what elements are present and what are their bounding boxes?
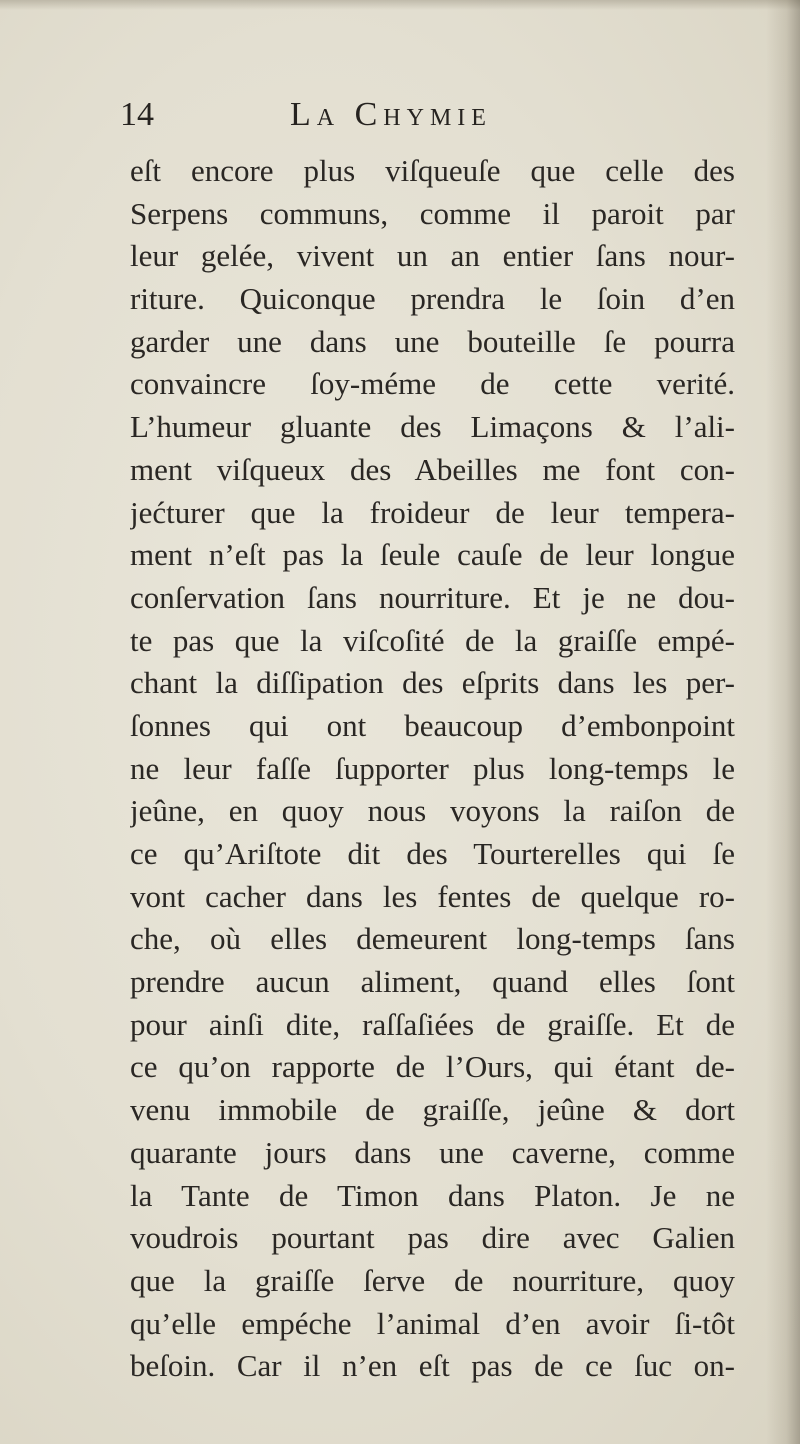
text-line: voudrois pourtant pas dire avec Galien [130,1220,735,1256]
running-head [120,96,740,156]
text-line: ſonnes qui ont beaucoup d’embonpoint [130,707,735,743]
text-line: ne leur faſſe ſupporter plus long-temps le [130,750,735,786]
text-line: vont cacher dans les fentes de quelque ro- [130,878,735,914]
text-line: eſt encore plus viſqueuſe que celle des [130,153,735,188]
text-line: ce qu’on rapporte de l’Ours, qui étant de- [130,1049,735,1085]
text-line: beſoin. Car il n’en eſt pas de ce ſuc on- [130,1348,735,1384]
text-line: chant la diſſipation des eſprits dans les per- [130,665,735,701]
body-text [130,150,735,1384]
text-line: leur gelée, vivent un an entier ſans nour- [130,238,735,274]
text-line: pour ainſi dite, raſſaſiées de graiſſe. Et de [130,1006,735,1042]
text-line: conſervation ſans nourriture. Et je ne dou- [130,579,735,615]
text-line: la Tante de Timon dans Platon. Je ne [130,1177,735,1213]
text-line: qu’elle empéche l’animal d’en avoir ſi-tôt [130,1305,735,1341]
text-line: prendre aucun aliment, quand elles ſont [130,964,735,1000]
text-line: jeûne, en quoy nous voyons la raiſon de [130,793,735,829]
text-line: L’humeur gluante des Limaçons & l’ali- [130,409,735,445]
text-line: ment viſqueux des Abeilles me font con- [130,451,735,487]
text-line: ment n’eſt pas la ſeule cauſe de leur longue [130,537,735,573]
text-line: venu immobile de graiſſe, jeûne & dort [130,1092,735,1128]
text-line: ce qu’Ariſtote dit des Tourterelles qui ſe [130,836,735,871]
text-line: Serpens communs, comme il paroit par [130,195,735,231]
page-top-shadow [0,0,800,10]
page-gutter-shadow [766,0,800,1444]
text-line: garder une dans une bouteille ſe pourra [130,323,735,359]
text-line: te pas que la viſcoſité de la graiſſe empé- [130,622,735,658]
text-line: quarante jours dans une caverne, comme [130,1134,735,1170]
text-line: che, où elles demeurent long-temps ſans [130,921,735,957]
text-line: convaincre ſoy-méme de cette verité. [130,366,735,402]
page-number: 14 [120,96,154,133]
running-title: La Chymie [290,96,492,133]
text-line: jećturer que la froideur de leur tempera- [130,494,735,530]
text-line: riture. Quiconque prendra le ſoin d’en [130,281,735,317]
text-line: que la graiſſe ſerve de nourriture, quoy [130,1262,735,1298]
